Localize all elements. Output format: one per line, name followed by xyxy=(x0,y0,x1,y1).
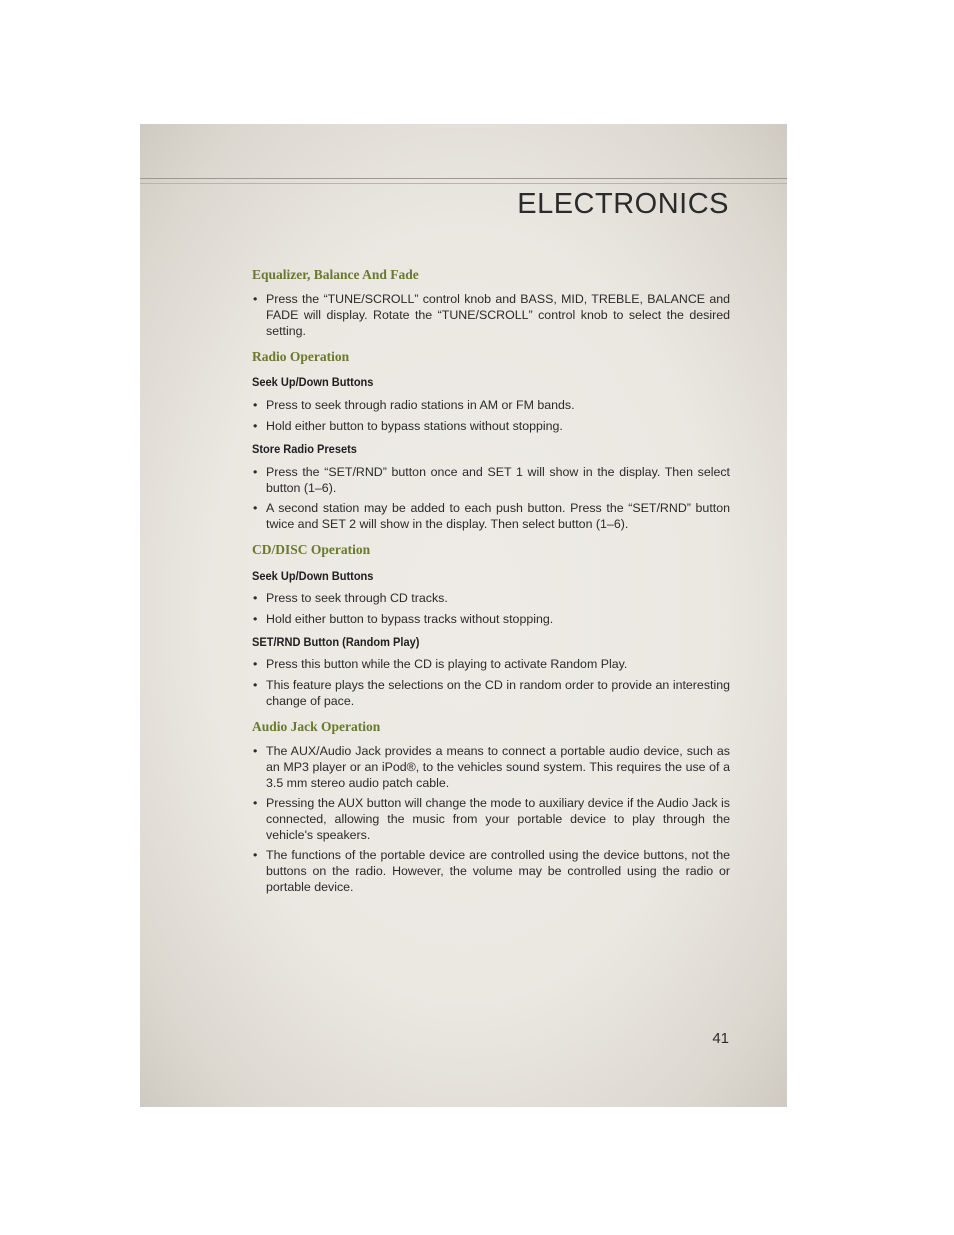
bullet-list xyxy=(252,656,730,709)
subsection-title: SET/RND Button (Random Play) xyxy=(252,635,420,649)
bullet-list xyxy=(252,397,730,434)
section-title-radio: Radio Operation xyxy=(252,349,350,364)
list-item: • Press to seek through radio stations in AM or FM bands. xyxy=(252,397,730,413)
list-item: • The AUX/Audio Jack provides a means to connect a portable audio device, such as an MP3 player or an iPod®, to the vehicles sound system. This requires the use of a 3.5 mm stereo audio patch cable. xyxy=(252,743,730,791)
subsection-title: Store Radio Presets xyxy=(252,442,357,456)
header-rule-secondary xyxy=(140,183,787,184)
list-item: • Press this button while the CD is playing to activate Random Play. xyxy=(252,656,730,672)
section-title-audio-jack: Audio Jack Operation xyxy=(252,719,381,734)
list-item: • Press to seek through CD tracks. xyxy=(252,590,730,606)
list-item: • Press the “TUNE/SCROLL” control knob and BASS, MID, TREBLE, BALANCE and FADE will display. Rotate the “TUNE/SCROLL” control knob to select the desired setting. xyxy=(252,291,730,339)
list-item: • The functions of the portable device are controlled using the device buttons, not the buttons on the radio. However, the volume may be controlled using the radio or portable device. xyxy=(252,847,730,895)
bullet-list xyxy=(252,590,730,627)
list-item: • Press the “SET/RND” button once and SET 1 will show in the display. Then select button (1–6). xyxy=(252,464,730,496)
header-rule xyxy=(140,178,787,179)
list-item: • Hold either button to bypass tracks without stopping. xyxy=(252,611,730,627)
subsection-title: Seek Up/Down Buttons xyxy=(252,569,374,583)
bullet-list xyxy=(252,291,730,339)
manual-page xyxy=(140,124,787,1107)
list-item: • Pressing the AUX button will change the mode to auxiliary device if the Audio Jack is connected, allowing the music from your portable device to play through the vehicle's speakers. xyxy=(252,795,730,843)
bullet-list xyxy=(252,743,730,895)
section-title-equalizer: Equalizer, Balance And Fade xyxy=(252,267,419,282)
section-title-cd: CD/DISC Operation xyxy=(252,542,371,557)
list-item: • This feature plays the selections on the CD in random order to provide an interesting change of pace. xyxy=(252,677,730,709)
chapter-title: ELECTRONICS xyxy=(517,188,729,220)
bullet-list xyxy=(252,464,730,532)
page-number: 41 xyxy=(712,1030,729,1047)
list-item: • Hold either button to bypass stations without stopping. xyxy=(252,418,730,434)
page-content xyxy=(252,267,730,895)
list-item: • A second station may be added to each push button. Press the “SET/RND” button twice and SET 2 will show in the display. Then select button (1–6). xyxy=(252,500,730,532)
subsection-title: Seek Up/Down Buttons xyxy=(252,375,374,389)
